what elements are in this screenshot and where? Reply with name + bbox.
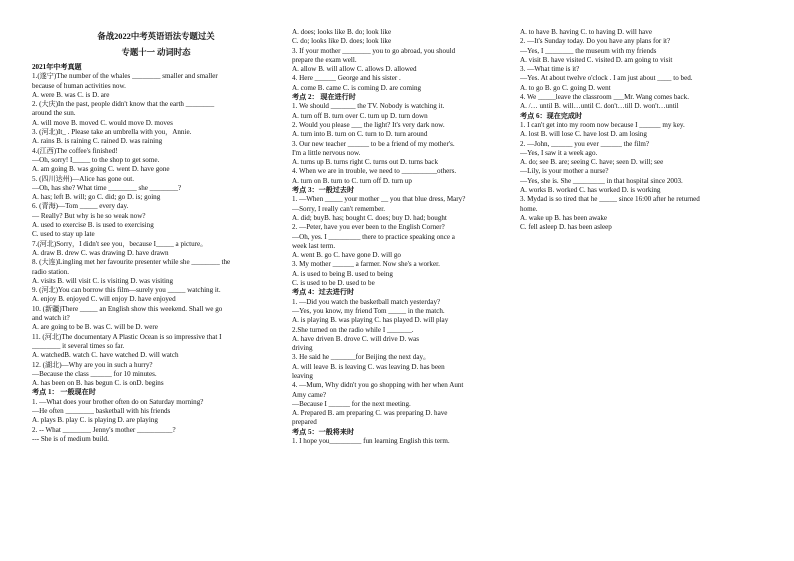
text-line: I'm a little nervous now.: [292, 148, 361, 157]
text-line: —Yes, I saw it a week ago.: [520, 148, 598, 157]
text-line: 4. Here ______ George and his sister .: [292, 74, 401, 83]
text-line: A. are going to be B. was C. will be D. were: [32, 323, 158, 332]
text-line: A. to go B. go C. going D. went: [520, 83, 611, 92]
text-line: —Oh, yes. I _________ there to practice speaking once a: [292, 232, 455, 241]
text-line: 3. He said he _______for Beijing the next day。: [292, 353, 431, 362]
text-line: 4.(江西)The coffee's finished!: [32, 146, 118, 155]
text-line: C. fell asleep D. has been asleep: [520, 223, 612, 232]
text-line: 4. We _____leave the classroom ___Mr. Wang comes back.: [520, 93, 690, 102]
text-line: 3. (河北)It_ . Please take an umbrella with you，Annie.: [32, 128, 192, 137]
text-line: —He often ________ basketball with his friends: [32, 406, 171, 415]
text-line: A. have driven B. drove C. will drive D. was: [292, 334, 420, 343]
text-line: A. used to exercise B. is used to exercising: [32, 221, 154, 230]
text-line: A. turn on B. turn to C. turn off D. turn up: [292, 176, 412, 185]
text-line: 1.(遂宁)The number of the whales ________ smaller and smaller: [32, 72, 218, 81]
text-line: home.: [520, 204, 538, 213]
text-line: leaving: [292, 371, 313, 380]
text-line: 5. (四川达州)—Alice has gone out.: [32, 174, 135, 183]
column-middle: [292, 28, 514, 446]
text-line: A. visits B. will visit C. is visiting D. was visiting: [32, 276, 174, 285]
text-line: 12. (湖北)—Why are you in such a hurry?: [32, 360, 153, 369]
text-line: A. enjoy B. enjoyed C. will enjoy D. have enjoyed: [32, 295, 176, 304]
text-line: A. did; buyB. has; bought C. does; buy D. had; bought: [292, 213, 447, 222]
text-line: radio station.: [32, 267, 70, 276]
text-line: A. turns up B. turns right C. turns out D. turns back: [292, 158, 439, 167]
section-heading: 考点 3：一般过去时: [292, 186, 355, 195]
text-line: 8. (大连)Lingling met her favourite presenter while she ________ the: [32, 258, 231, 267]
section-heading: 考点 4：过去进行时: [292, 288, 355, 297]
section-heading: 考点 6：现在完成时: [520, 111, 583, 120]
text-line: A. watchedB. watch C. have watched D. will watch: [32, 351, 179, 360]
text-line: 4. —Mum, Why didn't you go shopping with her when Aunt: [292, 381, 464, 390]
text-line: 3. If your mother ________ you to go abroad, you should: [292, 46, 456, 55]
text-line: 6. (青海)—Tom _____ every day.: [32, 202, 129, 211]
text-line: —Lily, is your mother a nurse?: [520, 167, 609, 176]
text-line: A. plays B. play C. is playing D. are playing: [32, 416, 158, 425]
text-line: 3. Our new teacher ______ to be a friend of my mother's.: [292, 139, 455, 148]
text-line: A. went B. go C. have gone D. will go: [292, 251, 401, 260]
text-line: A. will move B. moved C. would move D. moves: [32, 118, 173, 127]
text-line: A. /… until B. will…until C. don't…till D. won't…until: [520, 102, 679, 111]
text-line: 2.She turned on the radio while I _______.: [292, 325, 414, 334]
text-line: prepared: [292, 418, 317, 427]
text-line: C. do; looks like D. does; look like: [292, 37, 392, 46]
text-line: 3. —What time is it?: [520, 65, 580, 74]
text-line: 2. —John, ______ you ever ______ the film?: [520, 139, 650, 148]
text-line: A. works B. worked C. has worked D. is working: [520, 186, 661, 195]
text-line: A. Prepared B. am preparing C. was preparing D. have: [292, 409, 448, 418]
text-line: A. does; looks like B. do; look like: [292, 28, 392, 36]
text-line: because of human activities now.: [32, 81, 126, 90]
text-line: —Because the class ______ for 10 minutes.: [32, 369, 157, 378]
text-line: A. turn into B. turn on C. turn to D. turn around: [292, 130, 428, 139]
text-line: A. rains B. is raining C. rained D. was raining: [32, 137, 163, 146]
text-line: —Yes, you know, my friend Tom _____ in the match.: [292, 306, 445, 315]
text-line: —Yes, I ________ the museum with my friends: [520, 46, 657, 55]
column-right: [520, 28, 766, 233]
text-line: A. is used to being B. used to being: [292, 269, 393, 278]
text-line: A. wake up B. has been awake: [520, 213, 608, 222]
text-line: 2. —It's Sunday today. Do you have any plans for it?: [520, 37, 671, 46]
text-line: — Really? But why is he so weak now?: [32, 211, 146, 220]
text-line: —Sorry, I really can't remember.: [292, 204, 386, 213]
text-line: —Because I ______ for the next meeting.: [292, 399, 411, 408]
text-line: 4. When we are in trouble, we need to __________others.: [292, 167, 457, 176]
text-line: A. visit B. have visited C. visited D. am going to visit: [520, 55, 673, 64]
text-line: C. used to stay up late: [32, 230, 95, 239]
text-line: A. has; left B. will; go C. did; go D. is; going: [32, 193, 161, 202]
text-line: A. come B. came C. is coming D. are coming: [292, 83, 422, 92]
section-heading: 考点 2： 现在进行时: [292, 93, 356, 102]
text-line: A. do; see B. are; seeing C. have; seen D. will; see: [520, 158, 664, 167]
text-line: 2. (大庆)In the past, people didn't know that the earth ________: [32, 100, 215, 109]
text-line: —Yes. At about twelve o'clock . I am just about ____ to bed.: [520, 74, 693, 83]
document-title: 备战2022中考英语语法专题过关: [97, 32, 215, 41]
text-line: 1. —Did you watch the basketball match yesterday?: [292, 297, 441, 306]
text-line: 9. (河北)You can borrow this film—surely you _____ watching it.: [32, 286, 221, 295]
text-line: A. is playing B. was playing C. has played D. will play: [292, 316, 449, 325]
document-subtitle: 专题十一 动词时态: [121, 48, 191, 57]
text-line: A. draw B. drew C. was drawing D. have drawn: [32, 248, 169, 257]
text-line: —Oh, sorry! I_____ to the shop to get some.: [32, 155, 160, 164]
text-line: 7.(河北)Sorry，I didn't see you，because I_____ a picture。: [32, 239, 208, 248]
text-line: 1. We should _______ the TV. Nobody is watching it.: [292, 102, 445, 111]
text-line: prepare the exam well.: [292, 55, 357, 64]
text-line: Amy came?: [292, 390, 327, 399]
text-line: 1. —When _____ your mother __ you that blue dress, Mary?: [292, 195, 466, 204]
text-line: —Yes, she is. She _________ in that hospital since 2003.: [520, 176, 683, 185]
text-line: 10. (新疆)There _____ an English show this weekend. Shall we go: [32, 304, 223, 313]
text-line: around the sun.: [32, 109, 76, 118]
text-line: A. lost B. will lose C. have lost D. am losing: [520, 130, 647, 139]
text-line: and watch it?: [32, 314, 70, 323]
text-line: 2. -- What ________ Jenny's mother __________?: [32, 425, 176, 434]
text-line: --- She is of medium build.: [32, 434, 109, 443]
text-line: ________ it several times so far.: [32, 341, 125, 350]
text-line: 1. I hope you_________ fun learning English this term.: [292, 437, 450, 446]
text-line: C. is used to be D. used to be: [292, 279, 375, 288]
column-left: [32, 32, 280, 444]
text-line: A. will leave B. is leaving C. was leaving D. has been: [292, 362, 445, 371]
text-line: driving: [292, 344, 313, 353]
text-line: 2. Would you please ___ the light? It's very dark now.: [292, 120, 445, 129]
text-line: 3. My mother ______ a farmer. Now she's a worker.: [292, 260, 440, 269]
text-line: 1. —What does your brother often do on Saturday morning?: [32, 397, 204, 406]
text-line: week last term.: [292, 241, 336, 250]
text-line: A. were B. was C. is D. are: [32, 90, 110, 99]
text-line: 3. Mydad is so tired that he _____ since 16:00 after he returned: [520, 195, 700, 204]
section-heading: 考点 5：一般将来时: [292, 427, 355, 436]
text-line: A. turn off B. turn over C. turn up D. turn down: [292, 111, 428, 120]
text-line: A. allow B. will allow C. allows D. allowed: [292, 65, 417, 74]
text-line: A. am going B. was going C. went D. have gone: [32, 165, 170, 174]
text-line: 2. —Peter, have you ever been to the English Corner?: [292, 223, 445, 232]
text-line: 1. I can't get into my room now because I ______ my key.: [520, 120, 685, 129]
text-line: A. has been on B. has begun C. is onD. begins: [32, 379, 164, 388]
text-line: 11. (河北)The documentary A Plastic Ocean is so impressive that I: [32, 332, 222, 341]
text-line: A. to have B. having C. to having D. will have: [520, 28, 653, 36]
section-heading: 2021年中考真题: [32, 63, 82, 71]
section-heading: 考点 1： 一般现在时: [32, 388, 96, 397]
text-line: —Oh, has she? What time ________ she ________?: [32, 183, 182, 192]
